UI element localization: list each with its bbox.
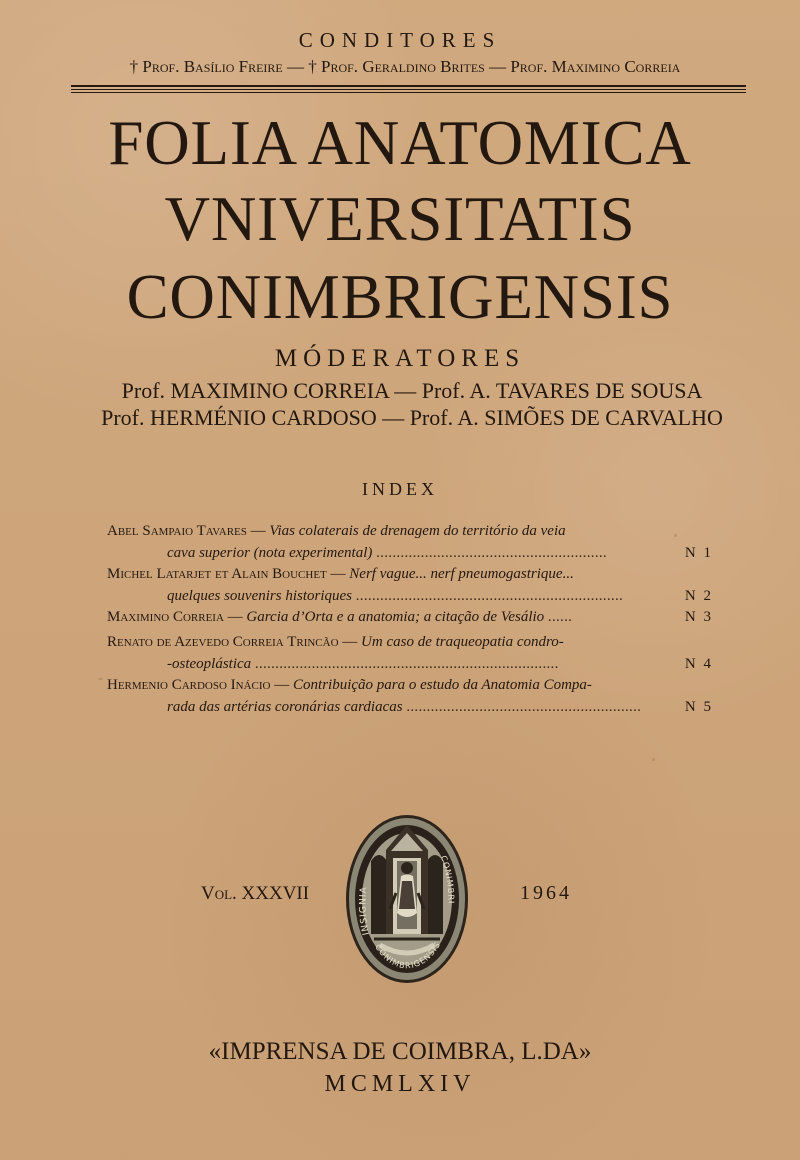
entry-number: N 4 [684,656,713,672]
entry-line [107,696,713,718]
entry-number: N 3 [684,609,713,625]
entry-line [107,606,713,628]
entry-line [107,563,713,585]
journal-title-line-1: FOLIA ANATOMICA [108,108,692,178]
leader-dots: ...... [547,609,573,625]
entry-title: Nerf vague... nerf pneumogastrique... [349,566,574,582]
founders-line [60,57,750,77]
entry-separator: — [227,609,247,625]
founder-prefix: Prof. [510,57,548,76]
seal-icon [344,813,470,985]
entry-title: rada das artérias coronárias cardiacas [167,699,403,715]
paper-speck [652,758,655,761]
paper-speck [98,678,103,680]
entry-title: cava superior (nota experimental) [167,545,373,561]
entry-line [107,631,713,653]
entry-separator: — [250,523,270,539]
index-entry [107,520,713,564]
entry-author: Abel Sampaio Tavares [107,523,247,539]
dagger-mark: † [129,57,139,76]
dagger-mark: † [308,57,317,76]
entry-line [107,674,713,696]
entry-title: Vias colaterais de drenagem do território da veia [269,523,566,539]
entry-title: Contribuição para o estudo da Anatomia Compa- [293,677,592,693]
moderators-line-1: Prof. MAXIMINO CORREIA — Prof. A. TAVARES DE SOUSA [121,378,703,403]
entry-title: Garcia d’Orta e a anatomia; a citação de Vesálio [246,609,545,625]
entry-number: N 5 [684,699,713,715]
entry-separator: — [342,634,362,650]
leader-dots: ......................................................... [376,545,607,561]
leader-dots: .................................................................. [355,588,624,604]
index-heading: INDEX [362,479,438,499]
entry-author: Michel Latarjet et Alain Bouchet [107,566,327,582]
publisher-line: «IMPRENSA DE COIMBRA, L.DA» [208,1038,592,1065]
entry-author: Renato de Azevedo Correia Trincão [107,634,339,650]
founder-name: Maximino Correia [551,57,681,76]
entry-separator: — [274,677,294,693]
conditores-heading: CONDITORES [298,28,502,52]
entry-separator: — [330,566,350,582]
entry-line [107,520,713,542]
founder-separator: — [282,57,309,76]
entry-title: quelques souvenirs historiques [167,588,352,604]
leader-dots: .......................................................... [406,699,642,715]
index-entry [107,631,713,675]
seal-left-text: INSIGNIA [358,885,372,936]
entry-line [107,542,713,564]
entry-number: N 2 [684,588,713,604]
entry-author: Maximino Correia [107,609,224,625]
entry-author: Hermenio Cardoso Inácio [107,677,271,693]
founder-name: Geraldino Brites [362,57,485,76]
publication-year: 1964 [520,882,572,904]
seal-bottom-text: CONIMBRIGENSIS [373,940,443,971]
entry-number: N 1 [684,545,713,561]
volume-label: Vol. XXXVII [201,883,310,904]
founder-prefix: Prof. [142,57,180,76]
entry-line [107,653,713,675]
roman-year: MCMLXIV [324,1071,476,1097]
leader-dots: ........................................................................... [254,656,559,672]
index-entry [107,674,713,718]
header-rule [71,89,746,90]
index-entry [107,606,713,628]
entry-title: Um caso de traqueopatia condro- [361,634,564,650]
header-rule [71,92,746,93]
founder-prefix: Prof. [321,57,359,76]
entry-line [107,585,713,607]
founder-separator: — [484,57,511,76]
university-seal [344,813,470,985]
header-rule [71,85,746,87]
seal-right-text: CONIMBRI [438,854,456,905]
entry-title: -osteoplástica [167,656,252,672]
index-entry [107,563,713,607]
journal-title-line-3: CONIMBRIGENSIS [126,262,674,332]
moderatores-heading: MÓDERATORES [274,345,526,372]
founder-name: Basílio Freire [183,57,283,76]
moderators-line-2: Prof. HERMÉNIO CARDOSO — Prof. A. SIMÕES DE CARVALHO [101,405,723,430]
journal-title-line-2: VNIVERSITATIS [164,184,636,254]
